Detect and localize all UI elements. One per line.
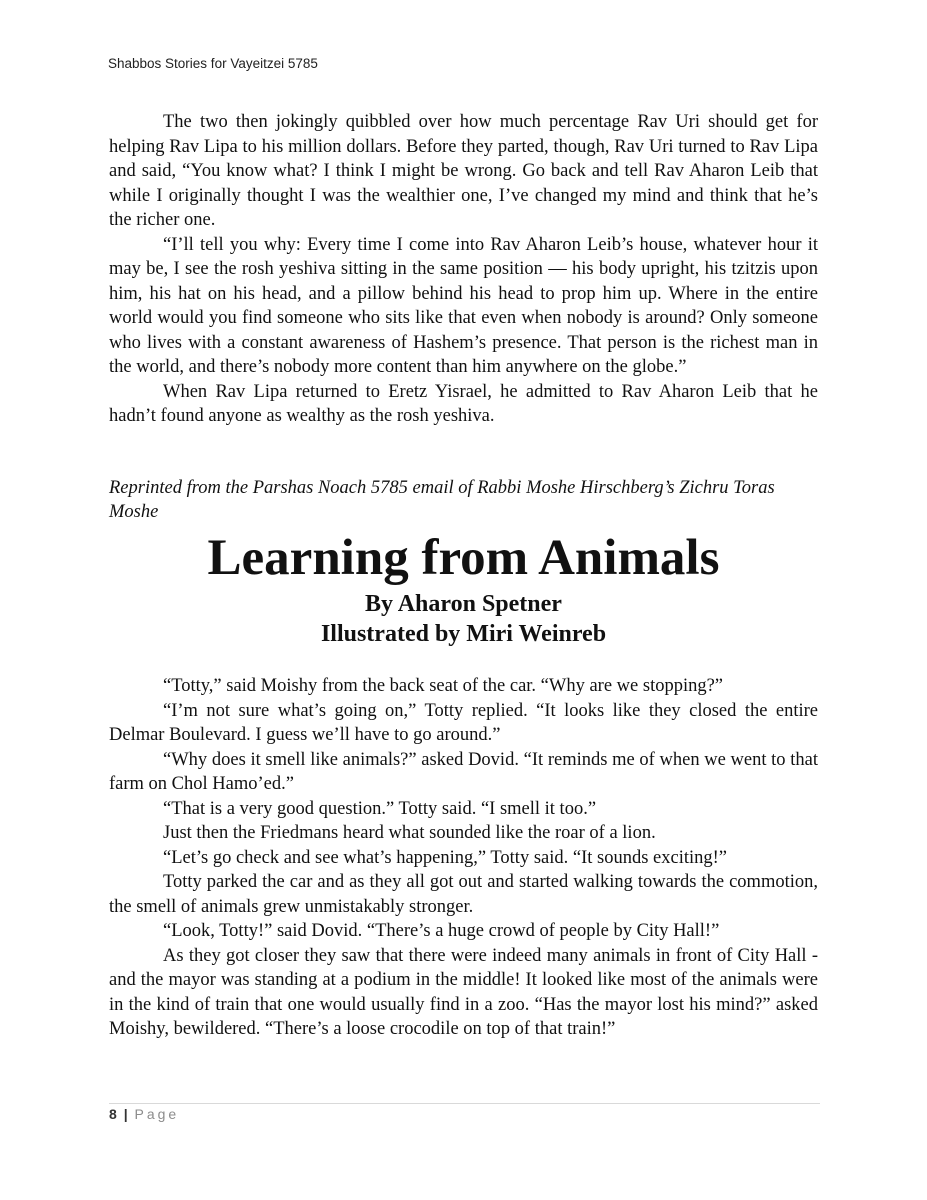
page-footer (109, 1106, 179, 1122)
article-paragraph: “Look, Totty!” said Dovid. “There’s a huge crowd of people by City Hall!” (163, 921, 720, 941)
story-paragraph: “I’ll tell you why: Every time I come into Rav Aharon Leib’s house, whatever hour it may be, I see the rosh yeshiva sitting in the same position — his body upright, his tzitzis upon him, his hat on his head, and a pillow behind his head to prop him up. Where in the entire world would you find someone who sits like that even when nobody is around? Only someone who lives with a constant awareness of Hashem’s presence. That person is the richest man in the world, and there’s nobody more content than him anywhere on the globe.” (109, 234, 818, 377)
article-title: Learning from Animals (207, 530, 720, 586)
footer-separator: | (123, 1106, 128, 1122)
story-conclusion (109, 110, 818, 429)
article-paragraph: Totty parked the car and as they all got out and started walking towards the commotion, the smell of animals grew unmistakably stronger. (109, 872, 818, 917)
article-paragraph: “That is a very good question.” Totty said. “I smell it too.” (163, 798, 597, 819)
page-label: Page (134, 1106, 180, 1122)
footer-divider (109, 1103, 820, 1104)
author-byline: By Aharon Spetner (365, 591, 562, 617)
article-paragraph: “I’m not sure what’s going on,” Totty replied. “It looks like they closed the entire Delmar Boulevard. I guess we’ll have to go around.” (109, 700, 818, 745)
article-paragraph: Just then the Friedmans heard what sounded like the roar of a lion. (163, 823, 656, 843)
running-header: Shabbos Stories for Vayeitzei 5785 (108, 56, 318, 71)
article-paragraph: “Let’s go check and see what’s happening,” Totty said. “It sounds exciting!” (163, 847, 727, 868)
story-paragraph: The two then jokingly quibbled over how much percentage Rav Uri should get for helping Rav Lipa to his million dollars. Before they parted, though, Rav Uri turned to Rav Lipa and said, “You know what? I think I might be wrong. Go back and tell Rav Aharon Leib that while I originally thought I was the wealthier one, I’ve changed my mind and think that he’s the richer one. (109, 112, 818, 230)
article-paragraph: “Totty,” said Moishy from the back seat of the car. “Why are we stopping?” (163, 676, 724, 696)
article-paragraph: As they got closer they saw that there were indeed many animals in front of City Hall - and the mayor was standing at a podium in the middle! It looked like most of the animals were in the kind of train that one would usually find in a zoo. “Has the mayor lost his mind?” asked Moishy, bewildered. “There’s a loose crocodile on top of that train!” (109, 945, 818, 1039)
story-paragraph: When Rav Lipa returned to Eretz Yisrael, he admitted to Rav Aharon Leib that he hadn’t found anyone as wealthy as the rosh yeshiva. (109, 381, 818, 426)
article-paragraph: “Why does it smell like animals?” asked Dovid. “It reminds me of when we went to that farm on Chol Hamo’ed.” (109, 749, 818, 794)
illustrator-byline: Illustrated by Miri Weinreb (320, 621, 607, 647)
article-body (109, 674, 818, 1042)
page-number: 8 (109, 1106, 117, 1122)
reprint-credit: Reprinted from the Parshas Noach 5785 email of Rabbi Moshe Hirschberg’s Zichru Toras Moshe (109, 478, 775, 522)
